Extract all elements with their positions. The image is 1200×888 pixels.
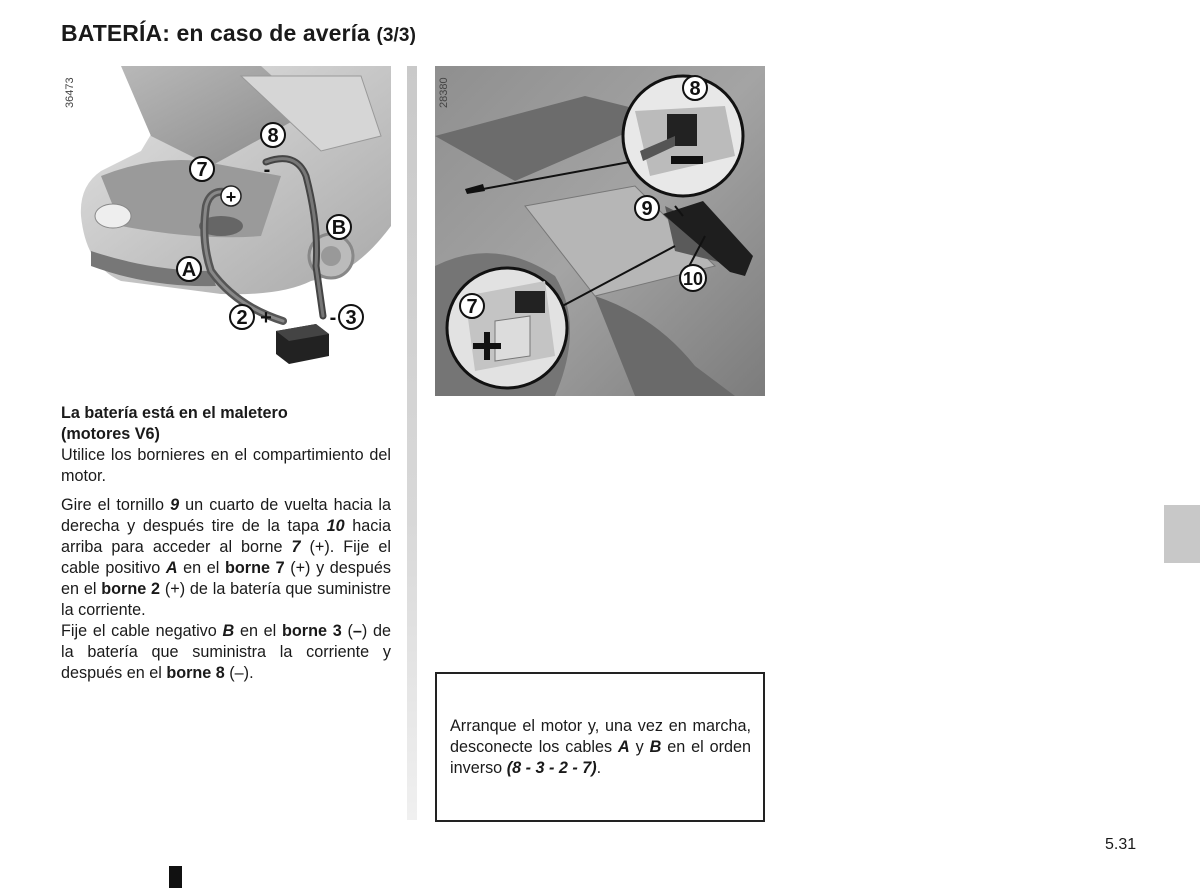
svg-text:8: 8: [267, 125, 279, 147]
section-tab: [1164, 505, 1200, 563]
callout-7: [190, 157, 214, 181]
crop-mark: [169, 866, 182, 888]
callout-8: [261, 123, 285, 147]
paragraph-1: Utilice los bornieres en el compartimiento del motor.: [61, 446, 391, 485]
page-number: 5.31: [1105, 836, 1137, 853]
callout-8: [683, 76, 707, 100]
svg-text:3: 3: [345, 307, 357, 329]
svg-text:7: 7: [466, 296, 478, 318]
page-title: BATERÍA: en caso de avería (3/3): [61, 20, 417, 46]
callout-B: [327, 215, 351, 239]
callout-10: [680, 265, 706, 291]
plus-terminal-marker: [221, 186, 241, 207]
car-jump-start-illustration: [61, 66, 391, 396]
minus-terminal-marker: [264, 159, 271, 181]
magnifier-negative-terminal: [623, 76, 743, 196]
svg-text:+: +: [260, 307, 272, 329]
svg-text:8: 8: [689, 78, 701, 100]
paragraph-3: Fije el cable negativo B en el borne 3 (–) de la batería que suministra la corriente y después en el borne 8 (–).: [61, 622, 391, 682]
magnifier-positive-terminal: [447, 268, 567, 388]
svg-text:2: 2: [236, 307, 248, 329]
callout-3-minus: [330, 305, 363, 329]
svg-text:-: -: [263, 159, 271, 181]
callout-A: [177, 257, 201, 281]
svg-text:-: -: [329, 307, 337, 329]
instructions-text: [61, 403, 391, 692]
note-box: Arranque el motor y, una vez en marcha, desconecte los cables A y B en el orden inverso (8 - 3 - 2 - 7).: [435, 672, 765, 822]
callout-2-plus: [230, 305, 272, 329]
section-heading: La batería está en el maletero (motores V6): [61, 404, 288, 443]
callout-9: [635, 196, 659, 220]
column-divider: [407, 66, 417, 820]
svg-text:7: 7: [196, 159, 208, 181]
svg-text:10: 10: [682, 269, 704, 289]
callout-7: [460, 294, 484, 318]
svg-text:A: A: [181, 259, 197, 281]
figure-code: 28380: [438, 77, 450, 108]
engine-terminals-illustration: [435, 66, 765, 396]
paragraph-2: Gire el tornillo 9 un cuarto de vuelta hacia la derecha y después tire de la tapa 10 hacia arriba para acceder al borne 7 (+). Fije el cable positivo A en el borne 7 (+) y después en el borne 2 (+) de la batería que suministre la corriente.: [61, 496, 391, 619]
svg-text:B: B: [331, 217, 347, 239]
svg-text:+: +: [225, 187, 237, 207]
figure-code: 36473: [64, 77, 76, 108]
svg-text:9: 9: [641, 198, 653, 220]
